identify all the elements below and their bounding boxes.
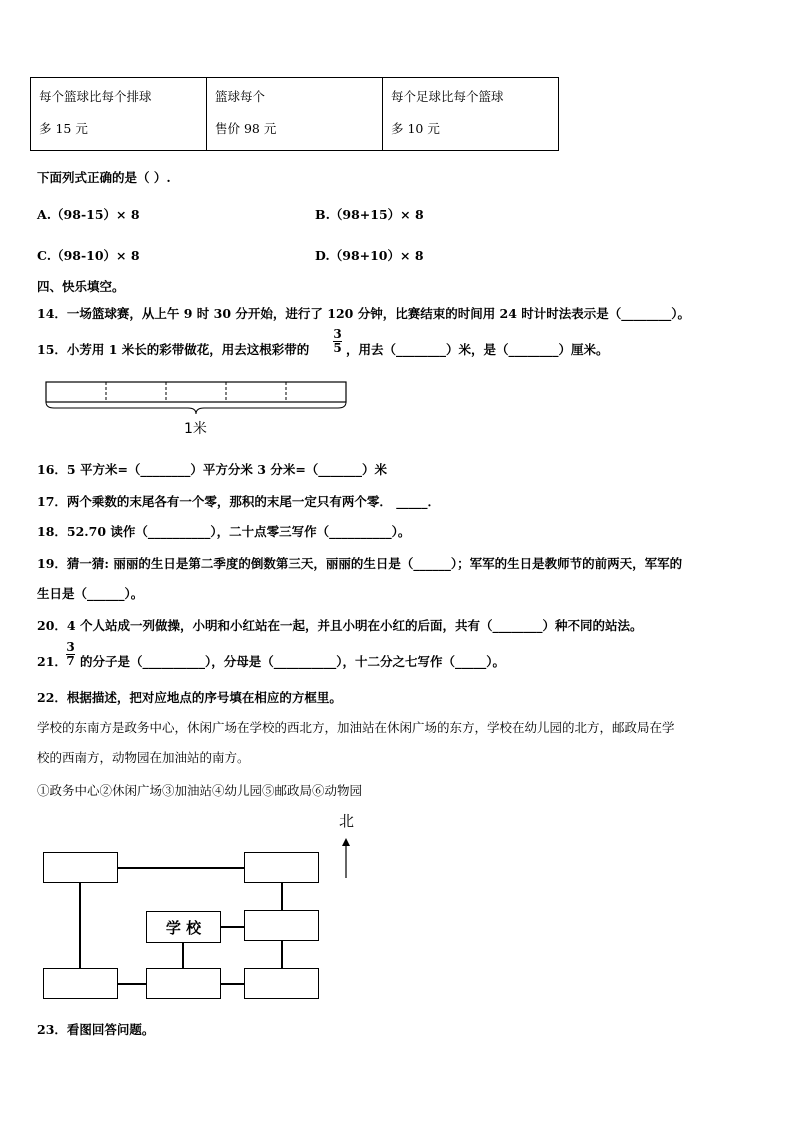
q21-prefix: 21． [37,654,67,669]
q13-option-b[interactable]: B.（98+15）× 8 [315,207,424,222]
fraction-numerator: 3 [66,640,75,654]
q23-text: 23．看图回答问题。 [37,1022,155,1037]
q15-text-after: ，用去（________）米，是（________）厘米。 [346,342,609,357]
q15-fraction [333,328,342,355]
price-table [30,77,559,151]
fraction-numerator: 3 [333,327,342,341]
connector-line [182,942,184,969]
answer-box-middle-right[interactable] [244,910,319,941]
answer-box-top-left[interactable] [43,852,118,883]
answer-box-bottom-right[interactable] [244,968,319,999]
q13-stem: 下面列式正确的是（ ）. [37,170,171,185]
north-label: 北 [339,812,355,830]
q21-fraction [66,641,75,668]
school-box [146,911,221,943]
q16-text: 16．5 平方米=（________）平方分米 3 分米=（_______）米 [37,462,388,477]
connector-line [221,926,245,928]
answer-box-bottom-left[interactable] [43,968,118,999]
q22-desc-line2: 校的西南方，动物园在加油站的南方。 [37,750,250,765]
answer-box-top-right[interactable] [244,852,319,883]
q13-option-c[interactable]: C.（98-10）× 8 [37,248,140,263]
table-cell: 每个足球比每个篮球 多 10 元 [383,78,559,151]
table-cell: 篮球每个 售价 98 元 [207,78,383,151]
q13-option-d[interactable]: D.（98+10）× 8 [315,248,424,263]
q22-options: ①政务中心②休闲广场③加油站④幼儿园⑤邮政局⑥动物园 [37,783,363,798]
section-heading: 四、快乐填空。 [37,279,125,294]
q18-text: 18．52.70 读作（__________），二十点零三写作（__________）。 [37,524,411,539]
connector-line [281,882,283,911]
school-label: 学 校 [165,918,202,937]
q17-text: 17．两个乘数的末尾各有一个零，那积的末尾一定只有两个零． _____． [37,494,440,509]
q20-text: 20．4 个人站成一列做操，小明和小红站在一起，并且小明在小红的后面，共有（________）种不同的站法。 [37,618,643,633]
q21-text: 的分子是（__________），分母是（__________），十二分之七写作（_____）。 [80,654,506,669]
connector-line [117,983,147,985]
connector-line [79,882,81,969]
q22-desc-line1: 学校的东南方是政务中心，休闲广场在学校的西北方，加油站在休闲广场的东方，学校在幼儿园的北方，邮政局在学 [37,720,675,735]
q22-title: 22．根据描述，把对应地点的序号填在相应的方框里。 [37,690,342,705]
q19-text-line2: 生日是（______）。 [37,586,144,601]
q19-text-line1: 19．猜一猜: 丽丽的生日是第二季度的倒数第三天，丽丽的生日是（______）；军军的生日是教师节的前两天，军军的 [37,556,683,571]
north-arrow-icon [340,838,352,880]
table-cell: 每个篮球比每个排球 多 15 元 [31,78,207,151]
fraction-denominator: 5 [333,341,342,355]
fraction-denominator: 7 [66,654,75,668]
q13-option-a[interactable]: A.（98-15）× 8 [37,207,140,222]
connector-line [281,940,283,969]
connector-line [220,983,245,985]
connector-line [117,867,244,869]
ruler-label: 1米 [184,421,207,437]
answer-box-bottom-middle[interactable] [146,968,221,999]
q15-text-before: 15．小芳用 1 米长的彩带做花，用去这根彩带的 [37,342,310,357]
q14-text: 14．一场篮球赛，从上午 9 时 30 分开始，进行了 120 分钟，比赛结束的时间用 24 时计时法表示是（________）。 [37,306,691,321]
